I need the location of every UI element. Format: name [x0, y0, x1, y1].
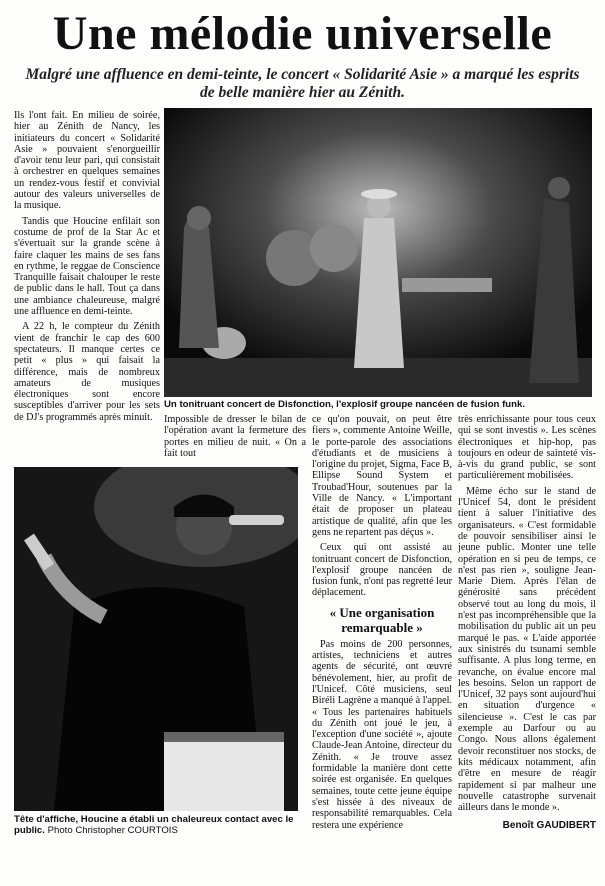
paragraph: ce qu'on pouvait, on peut être fiers », commente Antoine Weille, le porte-parole des associations d'étudiants et de musiciens à l'origine du projet, Sigma, Face B, Ellipse Sound System et Troubad'Hour, soutenues par la Ville de Nancy. « L'important était de proposer un plateau artistique de qualité, afin que les gens ne repartent pas déçus ». [312, 414, 452, 538]
article-col-3 [312, 414, 452, 835]
article-col-2 [164, 414, 306, 463]
article-col-1 [14, 110, 160, 427]
photo-caption: Un tonitruant concert de Disfonction, l'explosif groupe nancéen de fusion funk. [164, 399, 526, 410]
photo-caption [14, 814, 314, 836]
paragraph: Même écho sur le stand de l'Unicef 54, dont le président tient à saluer l'initiative des organisateurs. « C'est formidable de pouvoir sensibiliser ainsi le jeune public. Monter une telle opération en si peu de temps, ce n'est pas rien », souligne Jean-Marie Diem. Après l'élan de générosité sans précédent observé tout au long du mois, il n'est pas incompréhensible que la mobilisation du public ait un peu marqué le pas. « L'aide apportée aux sinistrés du tsunami semble suffisante. A plus long terme, en revanche, on évalue encore mal les besoins. Selon un rapport de l'Unicef, 32 pays sont aujourd'hui en situation d'urgence « silencieuse ». C'est le cas par exemple au Darfour ou au Congo. Nous allons également devoir reconstituer nos stocks, de kits médicaux notamment, afin d'être en mesure de réagir rapidement si par malheur une nouvelle catastrophe survenait ailleurs dans le monde ». [458, 485, 596, 814]
subhead: Malgré une affluence en demi-teinte, le concert « Solidarité Asie » a marqué les esprits de belle manière hier au Zénith. [25, 66, 580, 101]
paragraph: Ils l'ont fait. En milieu de soirée, hier au Zénith de Nancy, les initiateurs du concert « Solidarité Asie » pouvaient s'enorgueillir d'avoir tenu leur pari, qui consistait à orchestrer en quelques semaines un rendez-vous festif et convivial autour des valeurs universelles de la musique. [14, 110, 160, 212]
paragraph: A 22 h, le compteur du Zénith vient de franchir le cap des 600 spectateurs. Il manque certes ce petit « plus » qui faisait la différence, mais de nombreux amateurs de musiques électroniques sont encore susceptibles d'arriver pour les sets de DJ's programmés après minuit. [14, 321, 160, 423]
photo-credit: Photo Christopher COURTOIS [47, 825, 178, 836]
byline: Benoît GAUDIBERT [502, 820, 596, 831]
section-title: « Une organisation remarquable » [329, 604, 435, 635]
paragraph: Impossible de dresser le bilan de l'opération avant la fermeture des portes en milieu de nuit. « On a fait tout [164, 414, 306, 459]
headline: Une mélodie universelle [52, 7, 553, 60]
paragraph: très enrichissante pour tous ceux qui se sont investis ». Les scènes électroniques et hip-hop, pas toujours en odeur de sainteté vis-à-vis du grand public, se sont particulièrement mobilisées. [458, 414, 596, 482]
singer-photo [14, 467, 298, 811]
paragraph: Pas moins de 200 personnes, artistes, techniciens et autres agents de sécurité, ont œuvré bénévolement, hier, au profit de l'Unicef. Côté musiciens, seul Biréli Lagrène a manqué à l'appel. « Tous les partenaires habituels du Zénith ont joué le jeu, à l'exception d'une société », ajoute Claude-Jean Antoine, directeur du Zénith. « Je trouve assez formidable la manière dont cette soirée est organisée. En quelques semaines, toute cette jeune équipe s'est hissée à des niveaux de responsabilité remarquables. Cela restera une expérience [312, 638, 452, 831]
concert-photo [164, 108, 592, 397]
paragraph: Ceux qui ont assisté au tonitruant concert de Disfonction, l'explosif groupe nancéen de fusion funk, n'ont pas regretté leur déplacement. [312, 542, 452, 599]
article-col-4 [458, 414, 596, 817]
paragraph: Tandis que Houcine enfilait son costume de prof de la Star Ac et s'évertuait sur la grande scène à faire claquer les mains de ses fans en rythme, le reggae de Conscience Tranquille faisait chalouper le reste de public dans le hall. Tout ça dans une ambiance chaleureuse, malgré une affluence en demi-teinte. [14, 215, 160, 318]
caption-text: Tête d'affiche, Houcine a établi un chaleureux contact avec le public. [14, 814, 294, 836]
